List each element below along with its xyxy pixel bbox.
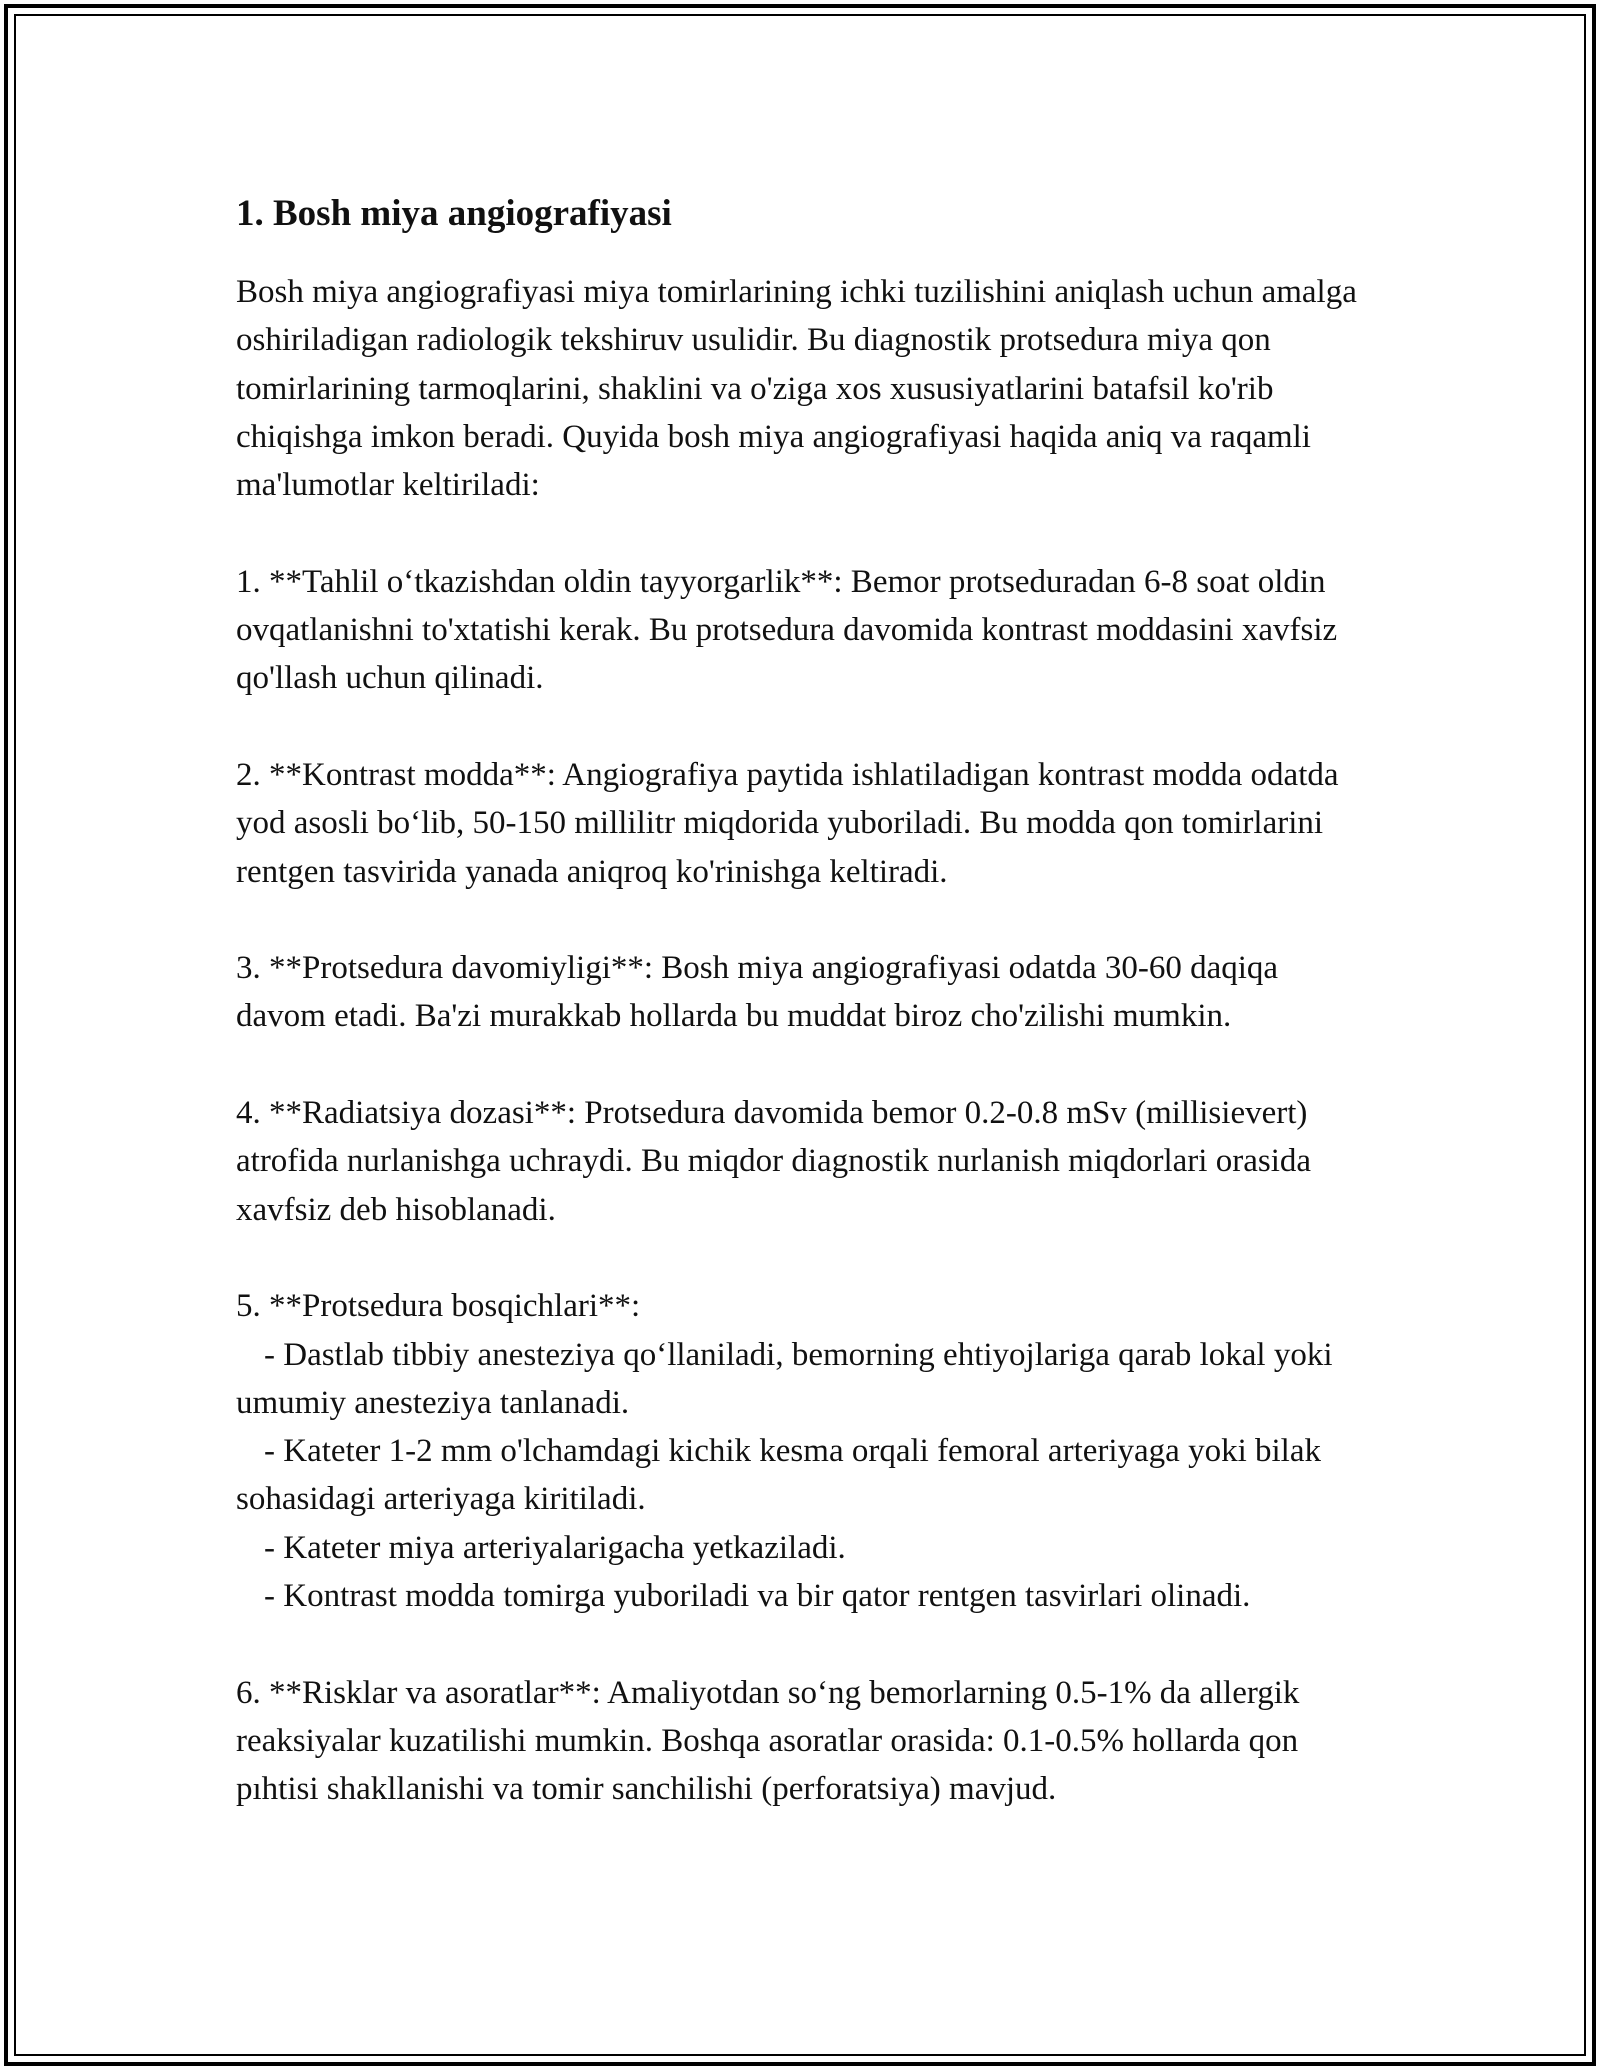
list-item-duration: 3. **Protsedura davomiyligi**: Bosh miya angiografiyasi odatda 30-60 daqiqa davom etadi. Ba'zi murakkab hollarda bu muddat biroz cho'zilishi mumkin. — [236, 950, 1279, 1035]
paragraph-spacer — [236, 509, 1376, 557]
paragraph-spacer — [236, 896, 1376, 944]
paragraph-spacer — [236, 1234, 1376, 1282]
paragraph-spacer — [236, 703, 1376, 751]
document-title: 1. Bosh miya angiografiyasi — [236, 193, 672, 234]
procedure-step — [236, 1572, 1376, 1620]
procedure-step — [236, 1427, 1376, 1524]
procedure-step-text: - Kateter 1-2 mm o'lchamdagi kichik kesma orqali femoral arteriyaga yoki bilak sohasidagi arteriyaga kiritiladi. — [236, 1433, 1321, 1518]
paragraph-spacer — [236, 1620, 1376, 1668]
document-body — [236, 184, 1376, 1814]
list-item-risks: 6. **Risklar va asoratlar**: Amaliyotdan so‘ng bemorlarning 0.5-1% da allergik reaksiyalar kuzatilishi mumkin. Boshqa asoratlar orasida: 0.1-0.5% hollarda qon pıhtisi shakllanishi va tomir sanchilishi (perforatsiya) mavjud. — [236, 1674, 1300, 1808]
procedure-step-text: - Dastlab tibbiy anesteziya qo‘llaniladi, bemorning ehtiyojlariga qarab lokal yoki umumiy anesteziya tanlanadi. — [236, 1336, 1333, 1421]
procedure-step — [236, 1524, 1376, 1572]
procedure-step — [236, 1331, 1376, 1428]
intro-paragraph: Bosh miya angiografiyasi miya tomirlarining ichki tuzilishini aniqlash uchun amalga oshiriladigan radiologik tekshiruv usulidir. Bu diagnostik protsedura miya qon tomirlarining tarmoqlarini, shaklini va o'ziga xos xususiyatlarini batafsil ko'rib chiqishga imkon beradi. Quyida bosh miya angiografiyasi haqida aniq va raqamli ma'lumotlar keltiriladi: — [236, 274, 1357, 504]
list-item-radiation-dose: 4. **Radiatsiya dozasi**: Protsedura davomida bemor 0.2-0.8 mSv (millisievert) atrofida nurlanishga uchraydi. Bu miqdor diagnostik nurlanish miqdorlari orasida xavfsiz deb hisoblanadi. — [236, 1095, 1312, 1228]
list-item-contrast-agent: 2. **Kontrast modda**: Angiografiya paytida ishlatiladigan kontrast modda odatda yod asosli bo‘lib, 50-150 millilitr miqdorida yuboriladi. Bu modda qon tomirlarini rentgen tasvirida yanada aniqroq ko'rinishga keltiradi. — [236, 756, 1339, 890]
procedure-step-text: - Kateter miya arteriyalarigacha yetkaziladi. — [264, 1529, 846, 1566]
paragraph-spacer — [236, 1041, 1376, 1089]
list-item-preparation: 1. **Tahlil o‘tkazishdan oldin tayyorgarlik**: Bemor protseduradan 6-8 soat oldin ovqatlanishni to'xtatishi kerak. Bu protsedura davomida kontrast moddasini xavfsiz qo'llash uchun qilinadi. — [236, 563, 1338, 697]
procedure-step-text: - Kontrast modda tomirga yuboriladi va bir qator rentgen tasvirlari olinadi. — [264, 1578, 1251, 1615]
list-item-procedure-steps-heading: 5. **Protsedura bosqichlari**: — [236, 1288, 641, 1325]
